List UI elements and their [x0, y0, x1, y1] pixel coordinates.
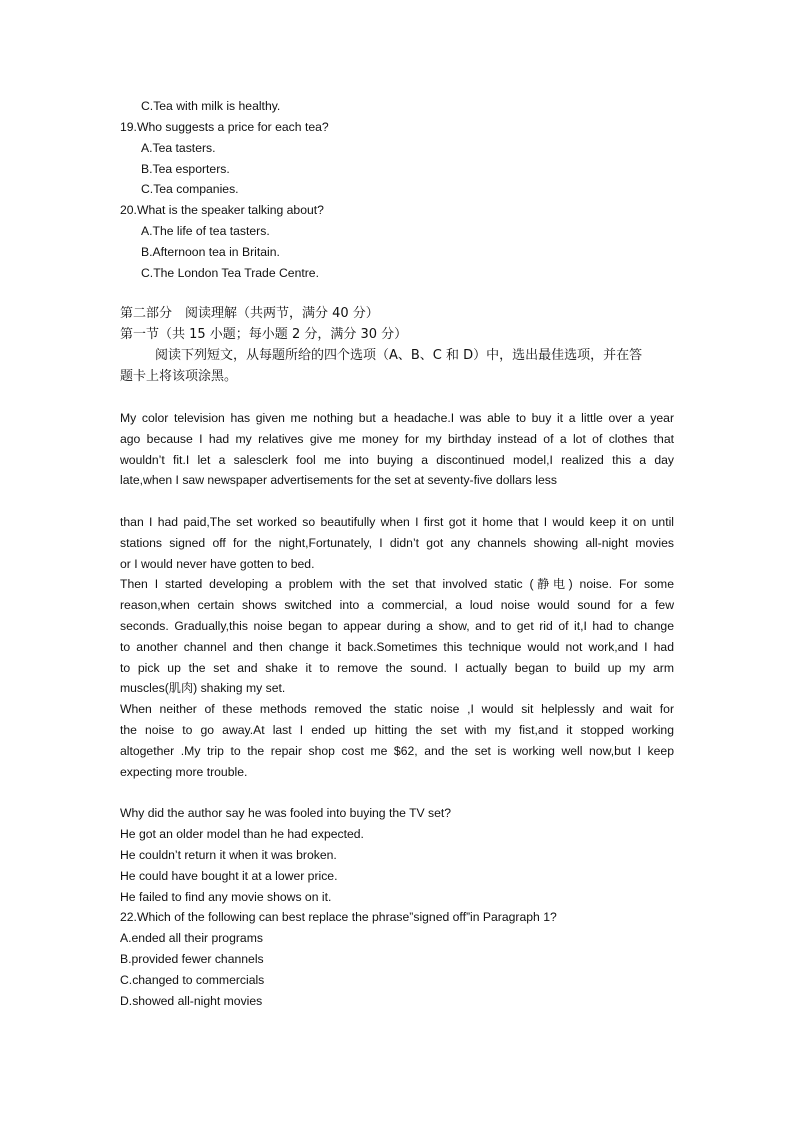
passage-block-1 — [120, 408, 674, 491]
passage-line: ago because I had my relatives give me money for my birthday instead of a lot of clothes that — [120, 431, 674, 446]
q20-option-b: B.Afternoon tea in Britain. — [141, 245, 280, 259]
instruction-line-2: 题卡上将该项涂黑。 — [120, 369, 238, 384]
q21-option-c: He could have bought it at a lower price. — [120, 869, 338, 883]
q21-option-b: He couldn’t return it when it was broken. — [120, 848, 337, 862]
q22-option-d: D.showed all-night movies — [120, 994, 263, 1008]
q21-option-a: He got an older model than he had expected. — [120, 827, 364, 841]
q19-option-b: B.Tea esporters. — [141, 162, 230, 176]
passage-line: the noise to go away.At last I ended up hitting the set with my fist,and it stopped working — [120, 722, 674, 737]
part2-heading: 第二部分 阅读理解（共两节，满分 40 分） — [120, 306, 379, 321]
passage-line: seconds. Gradually,this noise began to appear during a show, and to get rid of it,I had to change — [120, 618, 674, 633]
passage-line: When neither of these methods removed the static noise ,I would sit helplessly and wait for — [120, 702, 674, 717]
q20-stem: 20.What is the speaker talking about? — [120, 203, 324, 217]
q18-option-c: C.Tea with milk is healthy. — [141, 99, 281, 113]
passage-line: expecting more trouble. — [120, 764, 248, 779]
q19-option-a: A.Tea tasters. — [141, 141, 216, 155]
passage-line: or I would never have gotten to bed. — [120, 556, 315, 571]
passage-block-2 — [120, 512, 674, 782]
q20-option-a: A.The life of tea tasters. — [141, 224, 270, 238]
passage-line: altogether .My trip to the repair shop cost me $62, and the set is working well now,but I keep — [120, 743, 674, 758]
section1-heading: 第一节（共 15 小题；每小题 2 分，满分 30 分） — [120, 327, 408, 342]
q19-stem: 19.Who suggests a price for each tea? — [120, 120, 329, 134]
q19-option-c: C.Tea companies. — [141, 182, 239, 196]
q21-option-d: He failed to find any movie shows on it. — [120, 890, 332, 904]
passage-line: muscles(肌肉) shaking my set. — [120, 681, 286, 696]
passage-line: to another channel and then change it back.Sometimes this technique would not work,and I had — [120, 639, 674, 654]
passage-line: to pick up the set and shake it to remove the sound. I actually began to build up my arm — [120, 660, 674, 675]
passage-line: late,when I saw newspaper advertisements for the set at seventy-five dollars less — [120, 473, 557, 488]
q21-stem: Why did the author say he was fooled into buying the TV set? — [120, 806, 452, 820]
q22-option-b: B.provided fewer channels — [120, 952, 264, 966]
passage-line: My color television has given me nothing but a headache.I was able to buy it a little over a year — [120, 411, 674, 425]
q22-option-c: C.changed to commercials — [120, 973, 265, 987]
instruction-line-1: 阅读下列短文，从每题所给的四个选项（A、B、C 和 D）中，选出最佳选项，并在答 — [155, 348, 643, 363]
q20-option-c: C.The London Tea Trade Centre. — [141, 266, 319, 280]
q22-stem: 22.Which of the following can best replace the phrase”signed off”in Paragraph 1? — [120, 910, 557, 924]
passage-line: wouldn’t fit.I let a salesclerk fool me into buying a discontinued model,I realized this a day — [120, 452, 674, 467]
passage-line: Then I started developing a problem with the set that involved static (静电) noise. For some — [120, 577, 674, 592]
passage-line: than I had paid,The set worked so beautifully when I first got it home that I would keep it on until — [120, 515, 674, 529]
passage-line: stations signed off for the night,Fortunately, I didn’t got any channels showing all-night movies — [120, 535, 674, 550]
q22-option-a: A.ended all their programs — [120, 931, 263, 945]
passage-line: reason,when certain shows switched into a commercial, a loud noise would sound for a few — [120, 598, 674, 613]
